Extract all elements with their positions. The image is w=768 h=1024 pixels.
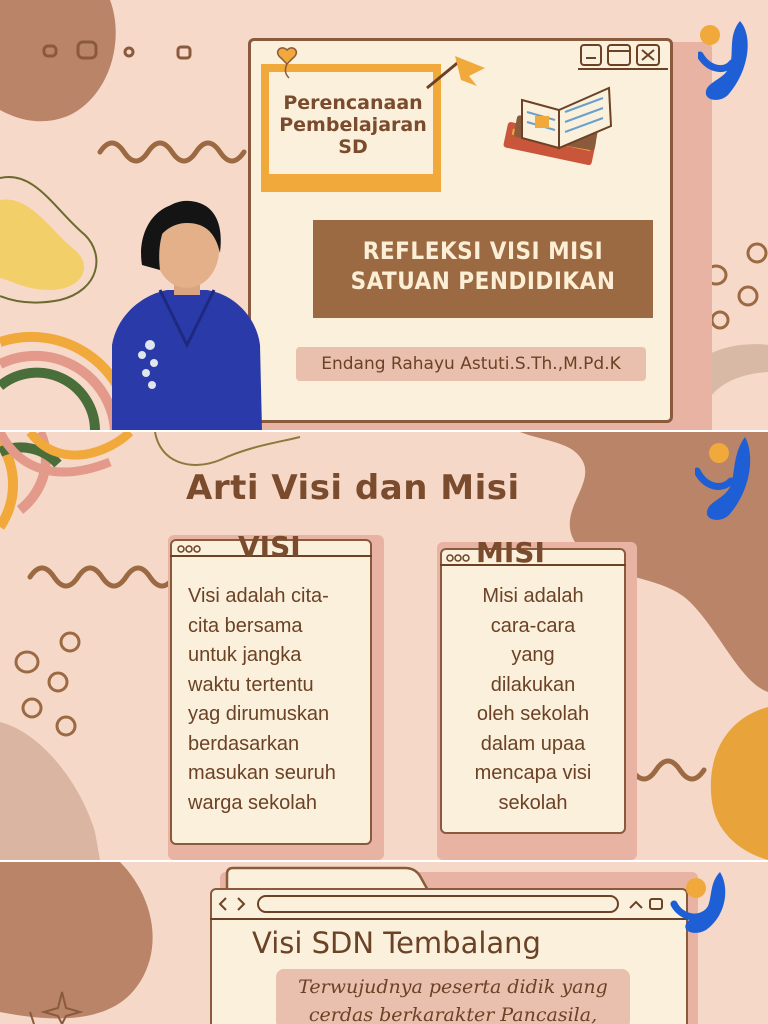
back-icon — [220, 898, 226, 910]
visi-text: Visi adalah cita- cita bersama untuk jangka waktu tertentu yag dirumuskan berdasarkan masukan seuruh warga sekolah — [188, 585, 336, 814]
presenter-photo — [112, 195, 262, 430]
visi-label: VISI — [238, 530, 301, 563]
slide-banner: REFLEKSI VISI MISI SATUAN PENDIDIKAN — [313, 220, 653, 318]
brand-logo-icon — [698, 15, 758, 105]
flag-icon — [455, 56, 485, 86]
minimize-icon — [581, 45, 601, 65]
brand-logo-icon — [670, 868, 730, 938]
slide-school-vision — [0, 862, 768, 1024]
brand-logo-icon — [695, 435, 755, 525]
address-bar — [258, 896, 618, 912]
misi-text: Misi adalah cara-cara yang dilakukan oleh sekolah dalam upaa mencapa visi sekolah — [474, 585, 592, 814]
slide-cover — [0, 0, 768, 430]
cover-title: Perencanaan Pembelajaran SD — [279, 92, 427, 158]
chevron-up-icon — [630, 902, 642, 908]
books-icon — [497, 82, 627, 182]
school-vision-heading: Visi SDN Tembalang — [252, 926, 541, 960]
slide-definitions — [0, 432, 768, 860]
author-name: Endang Rahayu Astuti.S.Th.,M.Pd.K — [296, 347, 646, 381]
maximize-icon — [608, 45, 630, 65]
section-heading: Arti Visi dan Misi — [186, 468, 520, 508]
window-icon — [650, 899, 662, 909]
school-vision-text: Terwujudnya peserta didik yang cerdas berkarakter Pancasila, — [276, 969, 630, 1024]
pin-icon — [278, 48, 297, 64]
window-controls — [578, 42, 668, 72]
misi-label: MISI — [476, 536, 545, 569]
browser-toolbar — [210, 892, 688, 922]
forward-icon — [238, 898, 244, 910]
